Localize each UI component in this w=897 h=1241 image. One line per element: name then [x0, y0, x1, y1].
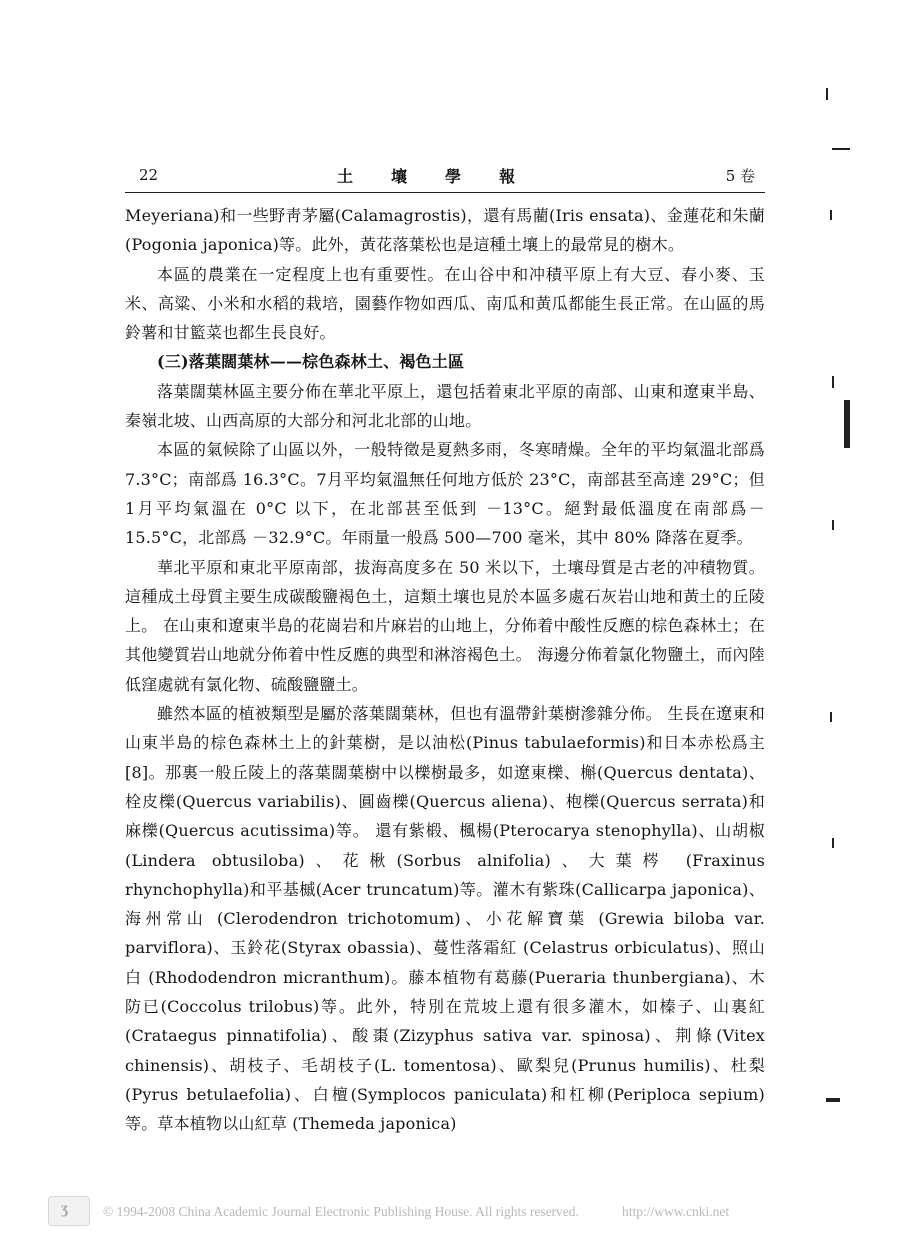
cnki-logo-icon: ʒ: [48, 1196, 90, 1226]
journal-title: 土壤學報: [336, 167, 553, 186]
paragraph-vegetation: 雖然本區的植被類型是屬於落葉闊葉林，但也有溫帶針葉樹滲雜分佈。 生長在遼東和山東半島的棕色森林土上的針葉樹，是以油松(Pinus tabulaeformis)和日本赤松爲主[8]。那裏一般丘陵上的落葉闊葉樹中以櫟樹最多，如遼東櫟、槲(Quercus dentata)、栓皮櫟(Quercus variabilis)、圓齒櫟(Quercus aliena)、枹櫟(Quercus serrata)和麻櫟(Quercus acutissima)等。 還有紫椴、楓楊(Pterocarya stenophylla)、山胡椒(Lindera obtusiloba)、花楸(Sorbus alnifolia)、大葉梣 (Fraxinus rhynchophylla)和平基槭(Acer truncatum)等。灌木有紫珠(Callicarpa japonica)、海州常山 (Clerodendron trichotomum)、小花解寶葉 (Grewia biloba var. parviflora)、玉鈴花(Styrax obassia)、蔓性落霜紅 (Celastrus orbiculatus)、照山白 (Rhododendron micranthum)。藤本植物有葛藤(Pueraria thunbergiana)、木防已(Coccolus trilobus)等。此外，特別在荒坡上還有很多灌木，如榛子、山裏紅(Crataegus pinnatifolia)、酸棗(Zizyphus sativa var. spinosa)、荆條(Vitex chinensis)、胡枝子、毛胡枝子(L. tomentosa)、歐梨兒(Prunus humilis)、杜梨(Pyrus betulaefolia)、白檀(Symplocos paniculata)和杠柳(Periploca sepium)等。草本植物以山紅草 (Themeda japonica): [125, 704, 765, 1134]
page-footer: [0, 1200, 897, 1224]
section-heading: (三)落葉闊葉林——棕色森林土、褐色土區: [157, 352, 465, 372]
page-number: 22: [139, 166, 159, 184]
scan-mark: [832, 838, 834, 848]
header-rule: [125, 192, 765, 193]
scan-mark: [832, 520, 834, 530]
scan-mark: [826, 88, 828, 100]
scan-mark: [832, 148, 850, 150]
paragraph-climate: 本區的氣候除了山區以外，一般特徵是夏熱多雨，冬寒晴燥。全年的平均氣溫北部爲 7.3°C；南部爲 16.3°C。7月平均氣溫無任何地方低於 23°C，南部甚至高達 29°C；但1月平均氣溫在 0°C 以下，在北部甚至低到 －13°C。絕對最低溫度在南部爲－15.5°C，北部爲 －32.9°C。年雨量一般爲 500—700 毫米，其中 80% 降落在夏季。: [125, 440, 765, 548]
paragraph-soil: 華北平原和東北平原南部，拔海高度多在 50 米以下，土壤母質是古老的冲積物質。這種成土母質主要生成碳酸鹽褐色土，這類土壤也見於本區多處石灰岩山地和黃土的丘陵上。 在山東和遼東半島的花崗岩和片麻岩的山地上，分佈着中酸性反應的棕色森林土；在其他變質岩山地就分佈着中性反應的典型和淋溶褐色土。 海邊分佈着氯化物鹽土，而內陸低窪處就有氯化物、硫酸鹽鹽土。: [125, 557, 765, 694]
scan-mark: [832, 376, 834, 388]
copyright-notice: © 1994-2008 China Academic Journal Electronic Publishing House. All rights reserved.: [103, 1204, 579, 1219]
paragraph-continuation: Meyeriana)和一些野靑茅屬(Calamagrostis)，還有馬藺(Iris ensata)、金蓮花和朱蘭(Pogonia japonica)等。此外，黃花落葉松也是這種土壤上的最常見的樹木。: [125, 206, 765, 255]
scan-mark: [830, 210, 832, 220]
scan-mark: [830, 712, 832, 722]
paragraph-distribution: 落葉闊葉林區主要分佈在華北平原上，還包括着東北平原的南部、山東和遼東半島、秦嶺北坡、山西高原的大部分和河北北部的山地。: [125, 381, 765, 431]
volume-label: 5 卷: [725, 167, 755, 185]
footer-url: http://www.cnki.net: [622, 1204, 730, 1219]
running-header: [125, 162, 765, 190]
article-body: [125, 201, 765, 1139]
scan-mark: [844, 400, 850, 448]
paragraph-agriculture: 本區的農業在一定程度上也有重要性。在山谷中和冲積平原上有大豆、春小麥、玉米、高粱、小米和水稻的栽培，園藝作物如西瓜、南瓜和黃瓜都能生長正常。在山區的馬鈴薯和甘籃菜也都生長良好。: [125, 264, 765, 343]
scan-mark: [826, 1098, 840, 1102]
